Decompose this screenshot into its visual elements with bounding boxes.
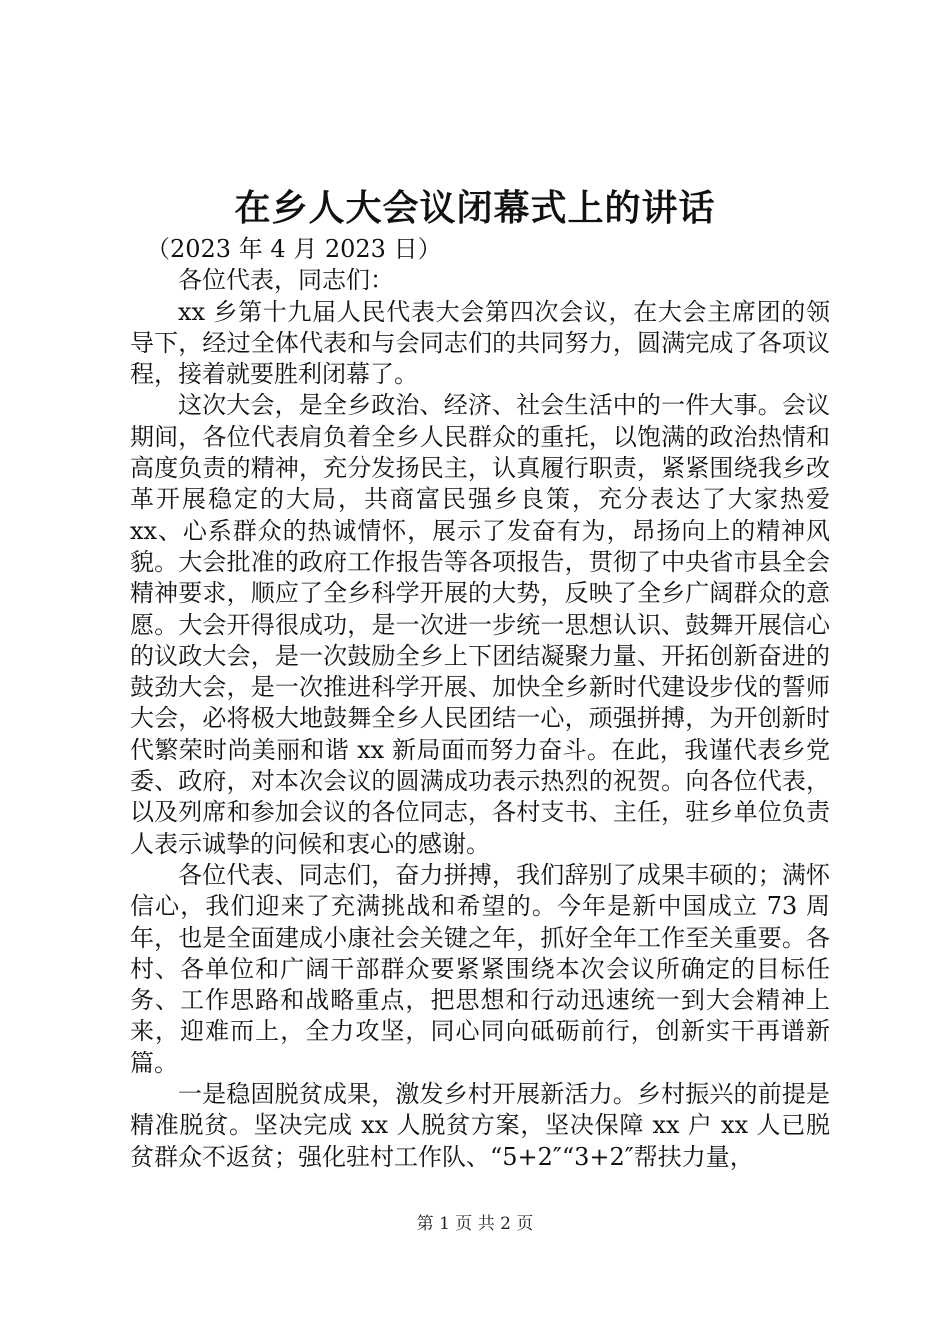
page-footer: 第 1 页 共 2 页 xyxy=(416,1214,534,1234)
paragraph: 一是稳固脱贫成果，激发乡村开展新活力。乡村振兴的前提是精准脱贫。坚决完成 xx 人脱贫方案，坚决保障 xx 户 xx 人已脱贫群众不返贫；强化驻村工作队、“5+2″“3+2″帮扶力量， xyxy=(130,1080,830,1171)
salutation: 各位代表，同志们： xyxy=(178,266,394,295)
paragraph: 这次大会，是全乡政治、经济、社会生活中的一件大事。会议期间，各位代表肩负着全乡人民群众的重托，以饱满的政治热情和高度负责的精神，充分发扬民主，认真履行职责，紧紧围绕我乡改革开展稳定的大局，共商富民强乡良策，充分表达了大家热爱 xx、心系群众的热诚情怀，展示了发奋有为，昂扬向上的精神风貌。大会批准的政府工作报告等各项报告，贯彻了中央省市县全会精神要求，顺应了全乡科学开展的大势，反映了全乡广阔群众的意愿。大会开得很成功，是一次进一步统一思想认识、鼓舞开展信心的议政大会，是一次鼓励全乡上下团结凝聚力量、开拓创新奋进的鼓劲大会，是一次推进科学开展、加快全乡新时代建设步伐的誓师大会，必将极大地鼓舞全乡人民团结一心，顽强拼搏，为开创新时代繁荣时尚美丽和谐 xx 新局面而努力奋斗。在此，我谨代表乡党委、政府，对本次会议的圆满成功表示热烈的祝贺。向各位代表，以及列席和参加会议的各位同志，各村支书、主任，驻乡单位负责人表示诚挚的问候和衷心的感谢。 xyxy=(130,391,830,858)
paragraph: xx 乡第十九届人民代表大会第四次会议，在大会主席团的领导下，经过全体代表和与会同志们的共同努力，圆满完成了各项议程，接着就要胜利闭幕了。 xyxy=(130,297,830,389)
paragraph: 各位代表、同志们，奋力拼搏，我们辞别了成果丰硕的；满怀信心，我们迎来了充满挑战和希望的。今年是新中国成立 73 周年，也是全面建成小康社会关键之年，抓好全年工作至关重要。各村、各单位和广阔干部群众要紧紧围绕本次会议所确定的目标任务、工作思路和战略重点，把思想和行动迅速统一到大会精神上来，迎难而上，全力攻坚，同心同向砥砺前行，创新实干再谱新篇。 xyxy=(130,860,830,1077)
document-body xyxy=(130,234,830,1173)
document-title: 在乡人大会议闭幕式上的讲话 xyxy=(234,187,716,229)
date-line: （2023 年 4 月 2023 日） xyxy=(146,235,442,263)
